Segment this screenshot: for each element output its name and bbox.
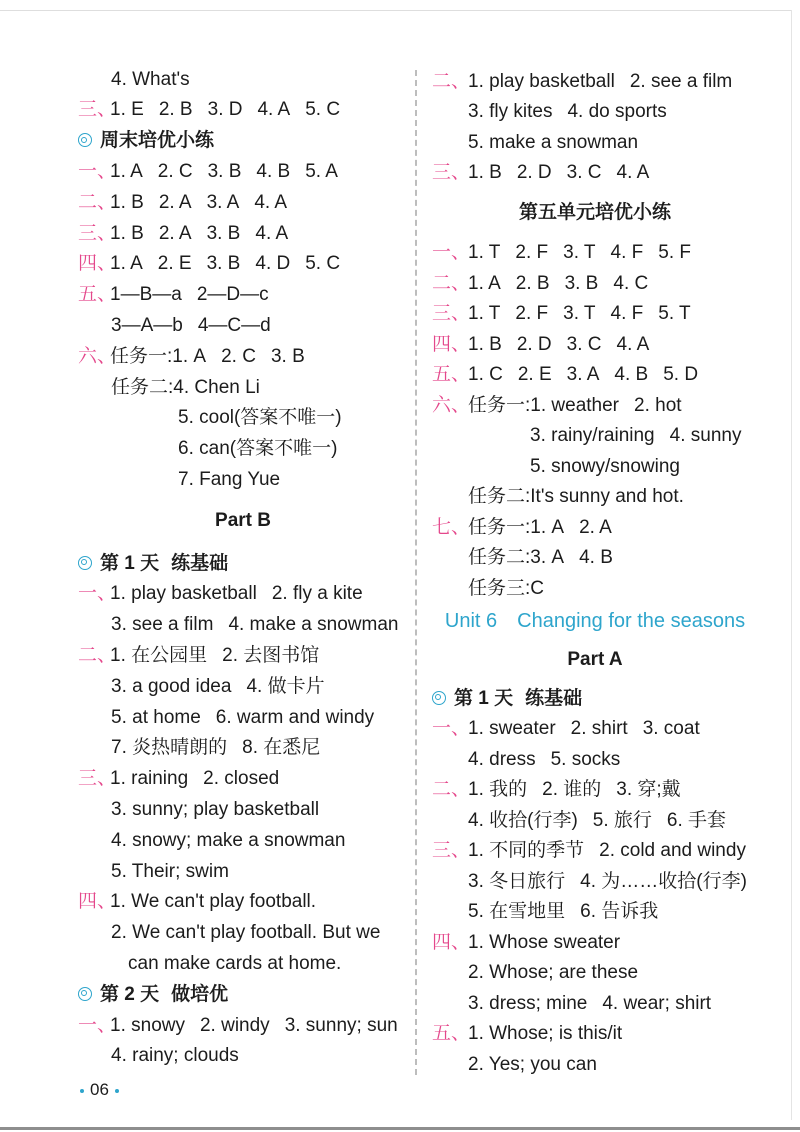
answer-line — [78, 887, 408, 918]
part-heading: Part A — [567, 648, 623, 670]
question-number: 四、 — [432, 333, 471, 355]
answer: 4. What's — [111, 68, 190, 90]
unit-review-heading: 第五单元培优小练 — [518, 201, 671, 223]
answer: 4. snowy; make a snowman — [111, 829, 346, 851]
answer-line — [432, 269, 758, 300]
answer-line — [432, 928, 758, 959]
answer-line — [432, 158, 758, 189]
answer: 4. 为……收拾(行李) — [580, 870, 747, 892]
answer: 5. cool(答案不唯一) — [178, 407, 342, 429]
answer: 3. D — [207, 99, 243, 121]
section-title: 练基础 — [525, 687, 583, 709]
answer: 4. make a snowman — [228, 614, 399, 636]
answer: 1. weather — [530, 394, 620, 416]
answer-line — [432, 867, 758, 898]
answer: 4. Chen Li — [173, 376, 260, 398]
answer: 5. at home — [111, 706, 201, 728]
question-number: 三、 — [432, 162, 471, 184]
answer-line — [78, 188, 408, 219]
answer: 3. 穿;戴 — [616, 779, 681, 801]
answer: 5. 旅行 — [592, 809, 652, 831]
answer-line — [78, 672, 408, 703]
answer: 3. C — [566, 333, 602, 355]
answer: 3. a good idea — [111, 675, 232, 697]
answer: 3. A — [206, 191, 240, 213]
answer: 3. C — [566, 162, 602, 184]
section-day: 第 2 天 — [100, 983, 160, 1005]
answer-line — [78, 280, 408, 311]
left-column — [78, 65, 408, 1073]
answer: 5. D — [663, 364, 699, 386]
answer: 2. D — [516, 162, 552, 184]
page-number — [80, 1078, 119, 1102]
answer: 1. C — [468, 364, 503, 386]
answer: 1. E — [110, 99, 144, 121]
answer-line — [432, 391, 758, 422]
task-label: 任务二: — [111, 376, 174, 398]
answer-line — [78, 373, 408, 404]
question-number: 四、 — [432, 931, 471, 953]
answer: It's sunny and hot. — [530, 486, 684, 508]
answer: 1. A — [110, 253, 143, 275]
answer-line — [432, 574, 758, 605]
answer: 4. A — [616, 333, 650, 355]
answer-line — [432, 330, 758, 361]
answer: 5. T — [658, 303, 691, 325]
answer: 1. T — [468, 303, 501, 325]
answer: 1. raining — [110, 768, 189, 790]
double-circle-icon — [78, 133, 92, 147]
answer: 4. B — [579, 547, 613, 569]
answer: 1. A — [172, 345, 207, 367]
answer: 3. B — [270, 345, 305, 367]
answer: 5. C — [305, 99, 341, 121]
task-label: 任务二: — [468, 547, 531, 569]
answer: 2. closed — [203, 768, 280, 790]
answer: 3. rainy/raining — [530, 425, 655, 447]
task-label: 任务二: — [468, 486, 531, 508]
section-day: 第 1 天 — [100, 552, 160, 574]
answer-line — [432, 714, 758, 745]
answer-line — [78, 857, 408, 888]
answer: 4. B — [256, 160, 291, 182]
answer-line — [432, 958, 758, 989]
answer: 3. B — [206, 253, 241, 275]
answer: 2. A — [158, 222, 192, 244]
answer: 5. snowy/snowing — [530, 455, 680, 477]
question-number: 七、 — [432, 516, 471, 538]
answer: 7. Fang Yue — [178, 468, 281, 490]
answer-line — [78, 764, 408, 795]
answer-line — [78, 949, 408, 980]
answer: 2. see a film — [629, 70, 733, 92]
answer-line — [432, 806, 758, 837]
answer: 6. warm and windy — [215, 706, 375, 728]
answer-line — [432, 299, 758, 330]
answer-line — [432, 452, 758, 483]
answer-line — [78, 65, 408, 96]
answer: 3. 冬日旅行 — [468, 870, 566, 892]
answer: 2. windy — [199, 1014, 270, 1036]
answer: 2. C — [221, 345, 256, 367]
answer-line — [78, 249, 408, 280]
question-number: 三、 — [78, 222, 117, 244]
dot-icon — [80, 1089, 84, 1093]
answer: 1—B—a — [110, 284, 182, 306]
answer-line — [78, 1041, 408, 1072]
answer-line — [78, 434, 408, 465]
question-number: 五、 — [432, 364, 471, 386]
answer: 4. do sports — [567, 101, 667, 123]
answer-line — [432, 1019, 758, 1050]
answer-line — [432, 543, 758, 574]
answer-line — [432, 360, 758, 391]
answer: 1. sweater — [468, 718, 556, 740]
answer-line — [432, 745, 758, 776]
answer: 1. play basketball — [468, 70, 615, 92]
answer: 1. 我的 — [468, 779, 528, 801]
question-number: 二、 — [432, 70, 471, 92]
question-number: 四、 — [78, 253, 117, 275]
question-number: 一、 — [432, 718, 471, 740]
answer: 3. coat — [642, 718, 700, 740]
answer: 3—A—b — [111, 314, 183, 336]
answer: 2. C — [157, 160, 193, 182]
answer-line — [78, 641, 408, 672]
answer: 5. C — [305, 253, 341, 275]
answer-line — [78, 826, 408, 857]
answer: 1. T — [468, 242, 501, 264]
answer-line — [432, 67, 758, 98]
answer-line — [78, 95, 408, 126]
answer: 1. snowy — [110, 1014, 185, 1036]
answer-line — [432, 513, 758, 544]
answer: 1. Whose sweater — [468, 931, 621, 953]
question-number: 二、 — [78, 644, 117, 666]
answer: 2—D—c — [196, 284, 269, 306]
answer: 3. A — [566, 364, 600, 386]
answer: 2. 去图书馆 — [222, 644, 320, 666]
answer: 2. cold and windy — [599, 840, 746, 862]
answer: 3. dress; mine — [468, 992, 588, 1014]
answer: 6. can(答案不唯一) — [178, 438, 338, 460]
task-label: 任务一: — [468, 516, 531, 538]
question-number: 六、 — [432, 394, 471, 416]
task-label: 任务一: — [468, 394, 531, 416]
question-number: 二、 — [432, 779, 471, 801]
answer: 4. B — [614, 364, 649, 386]
page-edge-top — [0, 10, 792, 11]
answer-line — [78, 733, 408, 764]
answer-line — [78, 703, 408, 734]
answer: 4. A — [254, 191, 288, 213]
answer: 1. 不同的季节 — [468, 840, 585, 862]
answer-line — [78, 311, 408, 342]
answer: 4. C — [613, 272, 649, 294]
right-column — [432, 67, 758, 1081]
answer: 5. make a snowman — [468, 131, 639, 153]
answer-line — [78, 219, 408, 250]
question-number: 六、 — [78, 345, 117, 367]
answer: 4. 收拾(行李) — [468, 809, 578, 831]
answer-line — [432, 775, 758, 806]
answer: 7. 炎热晴朗的 — [111, 737, 228, 759]
answer-line — [432, 238, 758, 269]
answer: 1. play basketball — [110, 583, 257, 605]
answer-line — [432, 97, 758, 128]
answer: 3. A — [530, 547, 565, 569]
answer-line — [78, 1011, 408, 1042]
answer: 1. B — [110, 191, 144, 213]
question-number: 一、 — [78, 583, 117, 605]
answer: 6. 告诉我 — [580, 901, 659, 923]
question-number: 三、 — [432, 303, 471, 325]
answer-line — [78, 610, 408, 641]
answer-line — [432, 421, 758, 452]
answer: 8. 在悉尼 — [242, 737, 321, 759]
section-header — [432, 684, 758, 715]
double-circle-icon — [432, 691, 446, 705]
answer: 1. 在公园里 — [110, 644, 208, 666]
question-number: 一、 — [78, 1014, 117, 1036]
question-number: 二、 — [78, 191, 117, 213]
answer: 4. dress — [468, 748, 536, 770]
answer: 3. sunny; play basketball — [111, 798, 320, 820]
question-number: 三、 — [432, 840, 471, 862]
answer: 2. Whose; are these — [468, 962, 639, 984]
answer-line — [78, 157, 408, 188]
double-circle-icon — [78, 556, 92, 570]
answer: 5. socks — [550, 748, 621, 770]
question-number: 一、 — [432, 242, 471, 264]
answer-line — [432, 1050, 758, 1081]
question-number: 一、 — [78, 160, 117, 182]
answer-line — [78, 342, 408, 373]
answer: 3. B — [564, 272, 599, 294]
answer: 4. A — [255, 222, 289, 244]
answer: 1. A — [468, 272, 501, 294]
answer: 1. Whose; is this/it — [468, 1023, 623, 1045]
answer-line — [78, 465, 408, 496]
answer: 2. B — [158, 99, 193, 121]
section-title: 练基础 — [171, 552, 229, 574]
column-divider — [415, 70, 417, 1075]
answer: 1. We can't play football. — [110, 891, 317, 913]
answer: 4. A — [616, 162, 650, 184]
section-day: 第 1 天 — [454, 687, 514, 709]
answer: 4. F — [610, 303, 644, 325]
answer: 2. F — [515, 303, 549, 325]
answer-line — [78, 795, 408, 826]
dot-icon — [115, 1089, 119, 1093]
answer-line — [432, 128, 758, 159]
answer: 5. 在雪地里 — [468, 901, 566, 923]
page-edge-bottom — [0, 1127, 800, 1130]
task-label: 任务一: — [110, 345, 173, 367]
answer: 1. B — [468, 162, 502, 184]
answer: 2. We can't play football. But we — [111, 922, 381, 944]
unit-number: Unit 6 — [444, 610, 498, 633]
answer: 2. Yes; you can — [468, 1053, 597, 1075]
question-number: 三、 — [78, 768, 117, 790]
answer: 2. hot — [634, 394, 682, 416]
page-edge-right — [791, 10, 792, 1120]
task-label: 任务三: — [468, 577, 531, 599]
answer-line — [78, 918, 408, 949]
double-circle-icon — [78, 987, 92, 1001]
question-number: 三、 — [78, 99, 117, 121]
answer: 1. A — [110, 160, 143, 182]
answer: 4. wear; shirt — [602, 992, 712, 1014]
section-header — [78, 549, 408, 580]
page-number-text: 06 — [90, 1080, 109, 1099]
answer: 4. rainy; clouds — [111, 1045, 239, 1067]
answer: 2. fly a kite — [271, 583, 363, 605]
answer: can make cards at home. — [128, 952, 342, 974]
answer: 2. B — [515, 272, 550, 294]
answer: 3. see a film — [111, 614, 214, 636]
question-number: 二、 — [432, 272, 471, 294]
answer: 2. A — [158, 191, 192, 213]
question-number: 五、 — [432, 1023, 471, 1045]
section-title: 做培优 — [171, 983, 229, 1005]
answer: 2. E — [157, 253, 192, 275]
answer: 6. 手套 — [666, 809, 727, 831]
answer: 3. fly kites — [468, 101, 553, 123]
answer-line — [432, 989, 758, 1020]
answer: C — [530, 577, 545, 599]
answer: 4. F — [610, 242, 644, 264]
answer: 2. A — [579, 516, 612, 538]
answer: 1. A — [530, 516, 565, 538]
answer: 4. sunny — [669, 425, 742, 447]
unit-heading — [432, 606, 758, 637]
section-header — [78, 980, 408, 1011]
answer: 5. F — [658, 242, 691, 264]
answer: 3. B — [207, 160, 242, 182]
answer: 3. T — [563, 242, 596, 264]
answer: 4. D — [255, 253, 291, 275]
question-number: 四、 — [78, 891, 117, 913]
section-title: 周末培优小练 — [100, 130, 215, 152]
answer: 3. sunny; sun — [284, 1014, 398, 1036]
answer-line — [78, 579, 408, 610]
answer: 2. F — [515, 242, 549, 264]
answer: 3. B — [206, 222, 241, 244]
answer: 2. D — [516, 333, 552, 355]
answer: 2. shirt — [570, 718, 628, 740]
answer: 1. B — [468, 333, 502, 355]
answer: 2. 谁的 — [542, 779, 602, 801]
answer: 4—C—d — [197, 314, 271, 336]
answer-line — [432, 836, 758, 867]
answer: 5. Their; swim — [111, 860, 229, 882]
part-heading: Part B — [215, 509, 271, 531]
answer: 4. 做卡片 — [246, 675, 325, 697]
answer: 1. B — [110, 222, 144, 244]
answer: 3. T — [563, 303, 596, 325]
question-number: 五、 — [78, 284, 117, 306]
answer-line — [432, 482, 758, 513]
answer-line — [78, 403, 408, 434]
section-header — [78, 126, 408, 157]
answer-line — [432, 897, 758, 928]
answer: 2. E — [517, 364, 552, 386]
answer: 5. A — [305, 160, 338, 182]
unit-title: Changing for the seasons — [517, 610, 746, 633]
answer: 4. A — [257, 99, 291, 121]
